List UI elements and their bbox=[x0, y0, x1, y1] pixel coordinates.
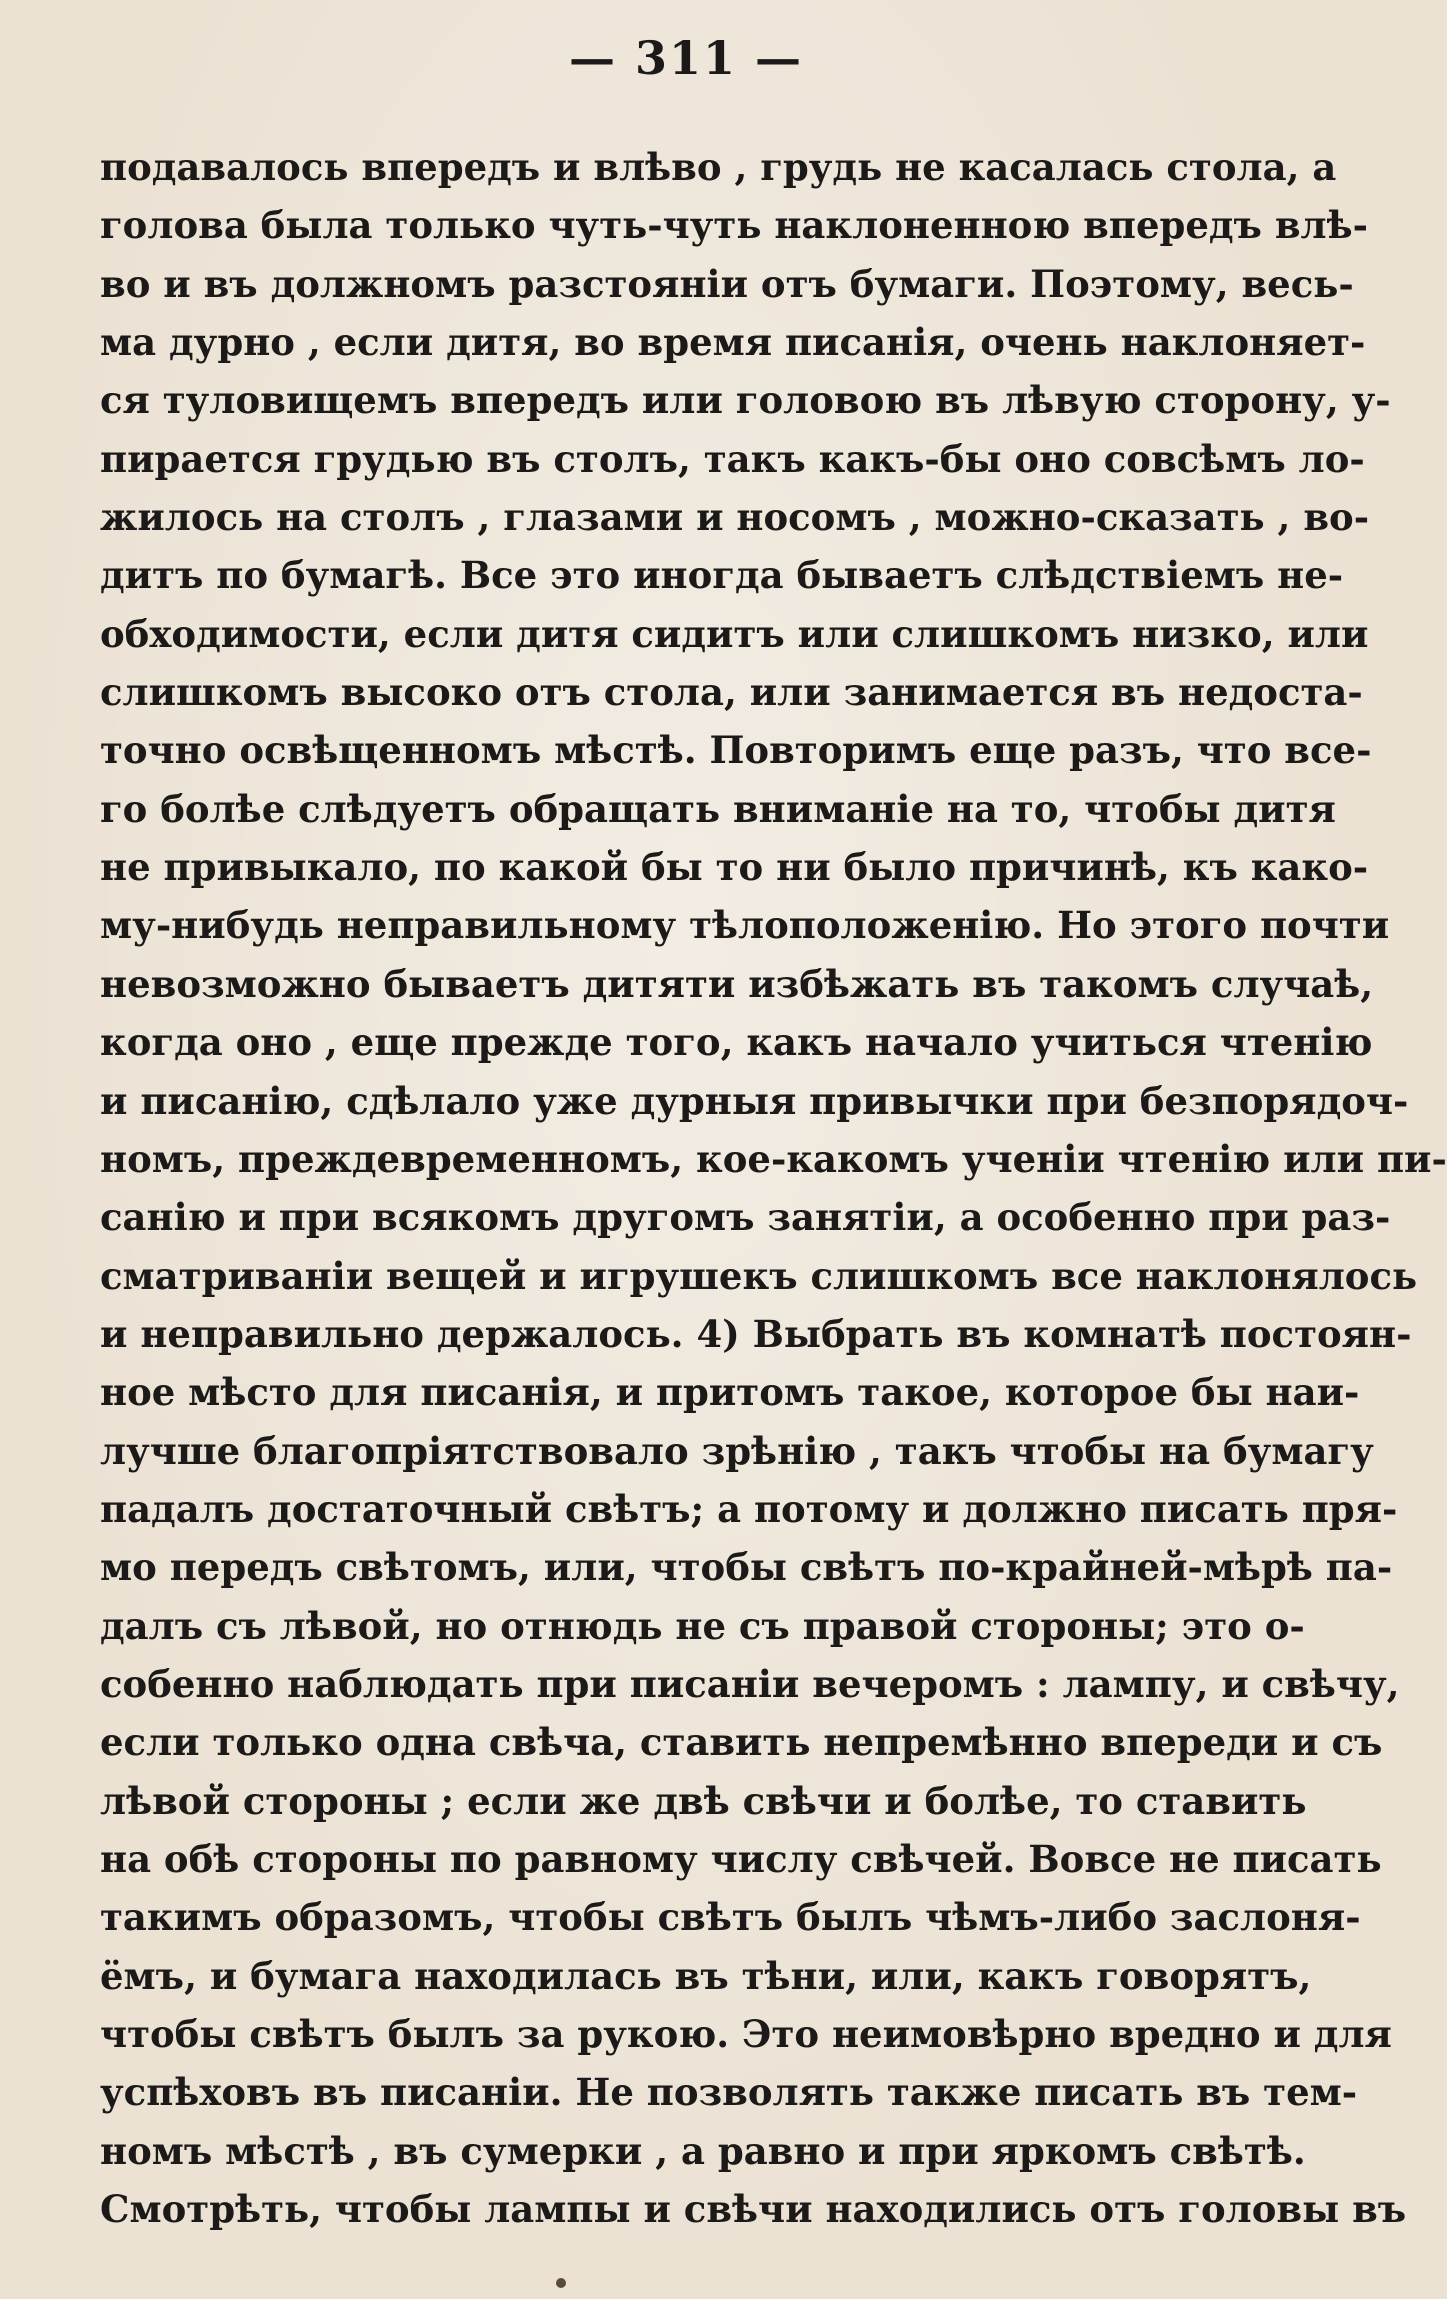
text-line: лучше благопріятствовало зрѣнію , такъ чтобы на бумагу bbox=[100, 1428, 1374, 1473]
text-line: ся туловищемъ впередъ или головою въ лѣвую сторону, у- bbox=[100, 378, 1391, 423]
text-line: и неправильно держалось. 4) Выбрать въ комнатѣ постоян- bbox=[100, 1311, 1412, 1356]
text-line: ёмъ, и бумага находилась въ тѣни, или, какъ говорятъ, bbox=[100, 1953, 1312, 1998]
text-line: падалъ достаточный свѣтъ; а потому и должно писать пря- bbox=[100, 1486, 1398, 1531]
text-line: невозможно бываетъ дитяти избѣжать въ такомъ случаѣ, bbox=[100, 961, 1374, 1006]
text-line: на обѣ стороны по равному числу свѣчей. Вовсе не писать bbox=[100, 1836, 1382, 1881]
text-line: санію и при всякомъ другомъ занятіи, а особенно при раз- bbox=[100, 1195, 1391, 1240]
text-line: номъ, преждевременномъ, кое-какомъ ученіи чтенію или пи- bbox=[100, 1136, 1447, 1181]
text-line: жилось на столъ , глазами и носомъ , можно-сказать , во- bbox=[100, 495, 1370, 540]
text-line: Смотрѣть, чтобы лампы и свѣчи находились отъ головы въ bbox=[100, 2187, 1407, 2232]
text-line: чтобы свѣтъ былъ за рукою. Это неимовѣрно вредно и для bbox=[100, 2012, 1392, 2056]
text-line: обходимости, если дитя сидитъ или слишкомъ низко, или bbox=[100, 611, 1369, 656]
text-line: если только одна свѣча, ставить непремѣнно впереди и съ bbox=[100, 1720, 1383, 1765]
text-line: му-нибудь неправильному тѣлоположенію. Но этого почти bbox=[100, 903, 1390, 948]
text-line: сматриваніи вещей и игрушекъ слишкомъ все наклонялось bbox=[100, 1253, 1418, 1298]
text-line: такимъ образомъ, чтобы свѣтъ былъ чѣмъ-либо заслоня- bbox=[100, 1895, 1361, 1940]
text-line: слишкомъ высоко отъ стола, или занимается въ недоста- bbox=[100, 670, 1363, 715]
text-line: во и въ должномъ разстояніи отъ бумаги. Поэтому, весь- bbox=[100, 261, 1354, 306]
text-line: дитъ по бумагѣ. Все это иногда бываетъ слѣдствіемъ не- bbox=[100, 553, 1344, 598]
body-text bbox=[100, 138, 1447, 2238]
text-line: далъ съ лѣвой, но отнюдь не съ правой стороны; это о- bbox=[100, 1603, 1305, 1648]
text-line: не привыкало, по какой бы то ни было причинѣ, къ како- bbox=[100, 845, 1369, 890]
text-line: лѣвой стороны ; если же двѣ свѣчи и болѣе, то ставить bbox=[100, 1778, 1307, 1823]
text-line: и писанію, сдѣлало уже дурныя привычки при безпорядоч- bbox=[100, 1078, 1409, 1123]
page-number: — 311 — bbox=[568, 31, 804, 85]
text-line: собенно наблюдать при писаніи вечеромъ : лампу, и свѣчу, bbox=[100, 1661, 1400, 1706]
text-line: подавалось впередъ и влѣво , грудь не касалась стола, а bbox=[100, 145, 1337, 189]
text-line: когда оно , еще прежде того, какъ начало учиться чтенію bbox=[100, 1020, 1373, 1065]
text-line: номъ мѣстѣ , въ сумерки , а равно и при яркомъ свѣтѣ. bbox=[100, 2128, 1306, 2173]
ink-dot bbox=[556, 2278, 566, 2288]
text-line: ма дурно , если дитя, во время писанія, очень наклоняет- bbox=[100, 320, 1366, 365]
text-line: мо передъ свѣтомъ, или, чтобы свѣтъ по-крайней-мѣрѣ па- bbox=[100, 1545, 1393, 1590]
text-line: успѣховъ въ писаніи. Не позволять также писать въ тем- bbox=[100, 2070, 1358, 2115]
text-line: голова была только чуть-чуть наклоненною впередъ влѣ- bbox=[100, 203, 1368, 248]
text-line: го болѣе слѣдуетъ обращать вниманіе на то, чтобы дитя bbox=[100, 786, 1336, 831]
text-line: пирается грудью въ столъ, такъ какъ-бы оно совсѣмъ ло- bbox=[100, 436, 1365, 481]
text-line: точно освѣщенномъ мѣстѣ. Повторимъ еще разъ, что все- bbox=[100, 728, 1372, 773]
text-line: ное мѣсто для писанія, и притомъ такое, которое бы наи- bbox=[100, 1370, 1360, 1415]
